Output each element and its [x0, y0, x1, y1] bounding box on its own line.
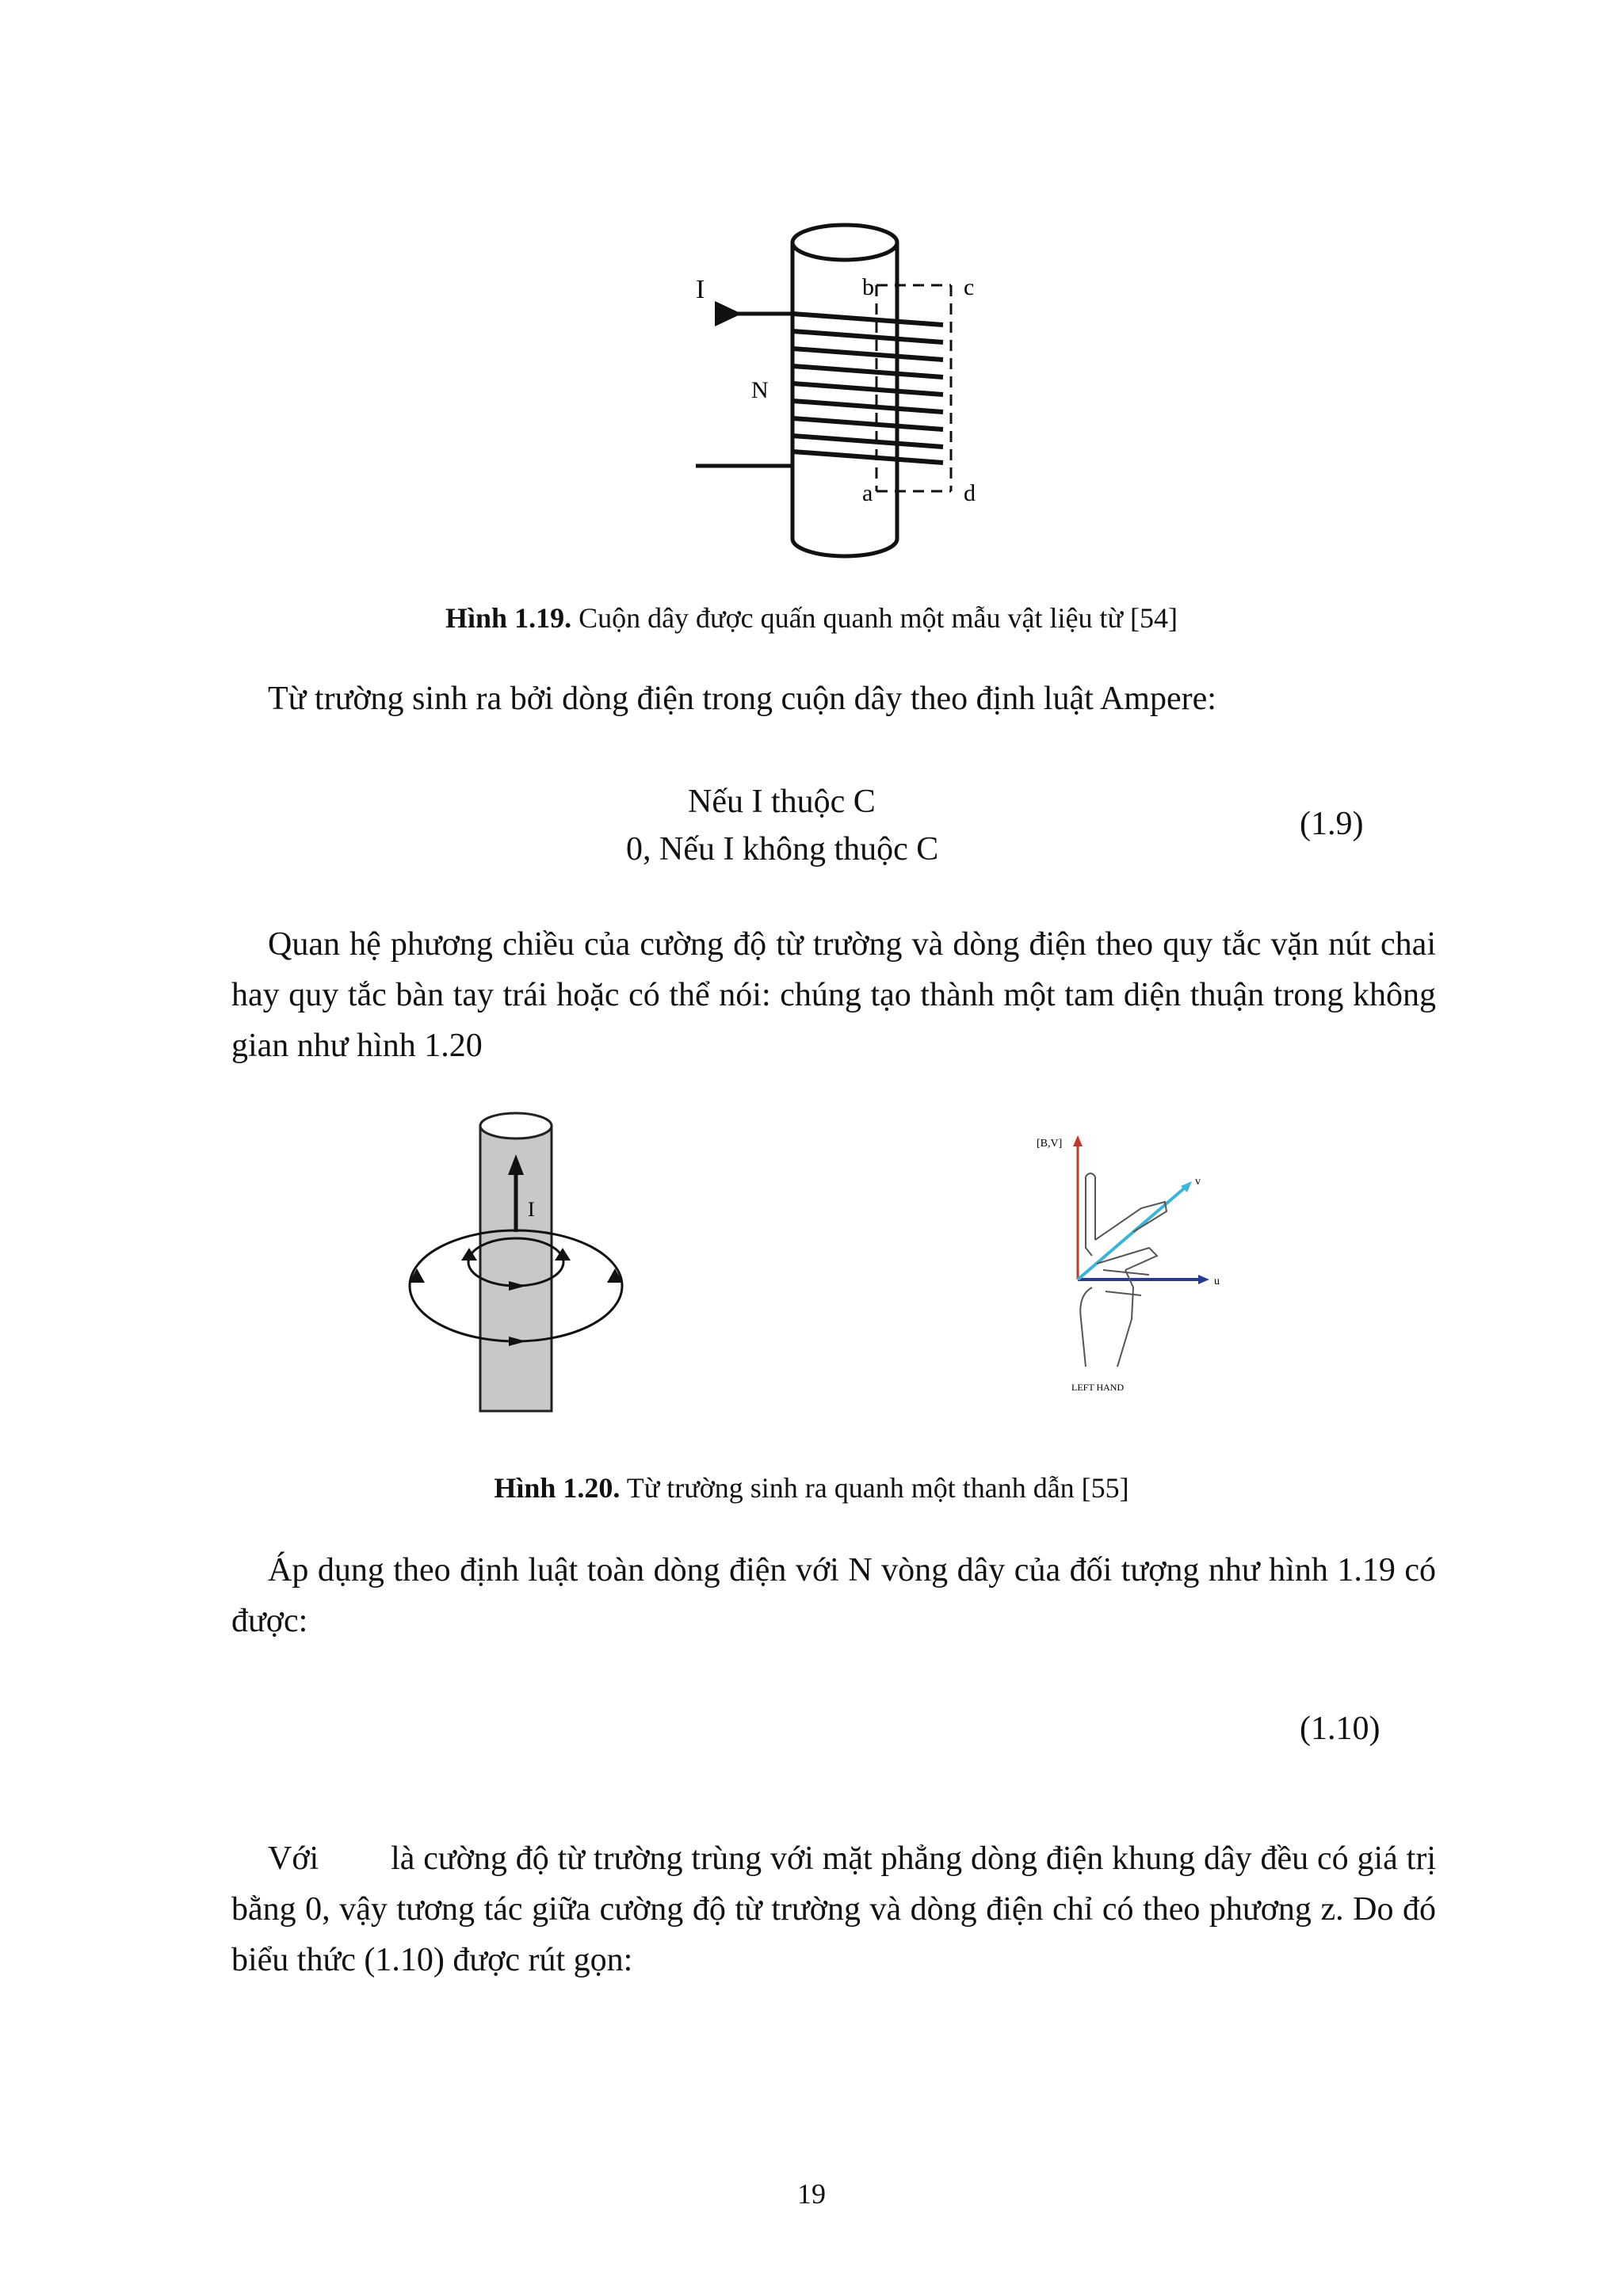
hand-axis-bv-label: [B,V]: [1037, 1138, 1063, 1150]
paragraph-simplification-rest: là cường độ từ trường trùng với mặt phẳng dòng điện khung dây đều có giá trị bằng 0, vậy tương tác giữa cường độ từ trường và dòng điện chỉ có theo phương z. Do đó biểu thức (1.10) được rút gọn:: [231, 1840, 1436, 1978]
hand-axis-u-label: u: [1214, 1276, 1220, 1287]
figure-1-20-caption-label: Hình 1.20.: [494, 1472, 621, 1504]
figure-1-20-left-hand: [1030, 1129, 1236, 1398]
label-current-i: I: [696, 275, 705, 304]
figure-1-19-coil: [674, 214, 1006, 563]
figure-1-20-conductor: [404, 1105, 642, 1422]
label-c: c: [964, 274, 975, 300]
label-a: a: [862, 480, 873, 506]
equation-1-9-number: (1.9): [1300, 806, 1364, 842]
paragraph-direction-rule: Quan hệ phương chiều của cường độ từ trường và dòng điện theo quy tắc vặn nút chai hay quy tắc bàn tay trái hoặc có thể nói: chúng tạo thành một tam diện thuận trong không gian như hình 1.20: [231, 926, 1436, 1064]
paragraph-simplification-lead: Với: [268, 1840, 319, 1877]
equation-1-9-line1: Nếu I thuộc C: [688, 784, 876, 820]
figure-1-19-caption-text: Cuộn dây được quấn quanh một mẫu vật liệu từ [54]: [571, 602, 1178, 634]
label-turns-n: N: [751, 377, 769, 403]
page-number: 19: [797, 2178, 826, 2210]
hand-axis-v-label: v: [1195, 1176, 1201, 1188]
label-d: d: [964, 480, 976, 506]
conductor-current-label: I: [528, 1198, 535, 1221]
label-b: b: [862, 274, 874, 300]
figure-1-19-caption: [0, 599, 1623, 637]
paragraph-ampere-intro: Từ trường sinh ra bởi dòng điện trong cuộn dây theo định luật Ampere:: [268, 681, 1216, 717]
hand-caption: LEFT HAND: [1071, 1382, 1125, 1393]
figure-1-20-caption-text: Từ trường sinh ra quanh một thanh dẫn [55]: [620, 1472, 1129, 1504]
paragraph-total-current-law: Áp dụng theo định luật toàn dòng điện với N vòng dây của đối tượng như hình 1.19 có được:: [231, 1552, 1436, 1639]
equation-1-9-line2: 0, Nếu I không thuộc C: [626, 831, 939, 868]
figure-1-20-caption: [0, 1469, 1623, 1507]
paragraph-simplification: [231, 1833, 1436, 1985]
figure-1-19-caption-label: Hình 1.19.: [445, 602, 572, 634]
equation-1-10-number: (1.10): [1300, 1711, 1381, 1747]
